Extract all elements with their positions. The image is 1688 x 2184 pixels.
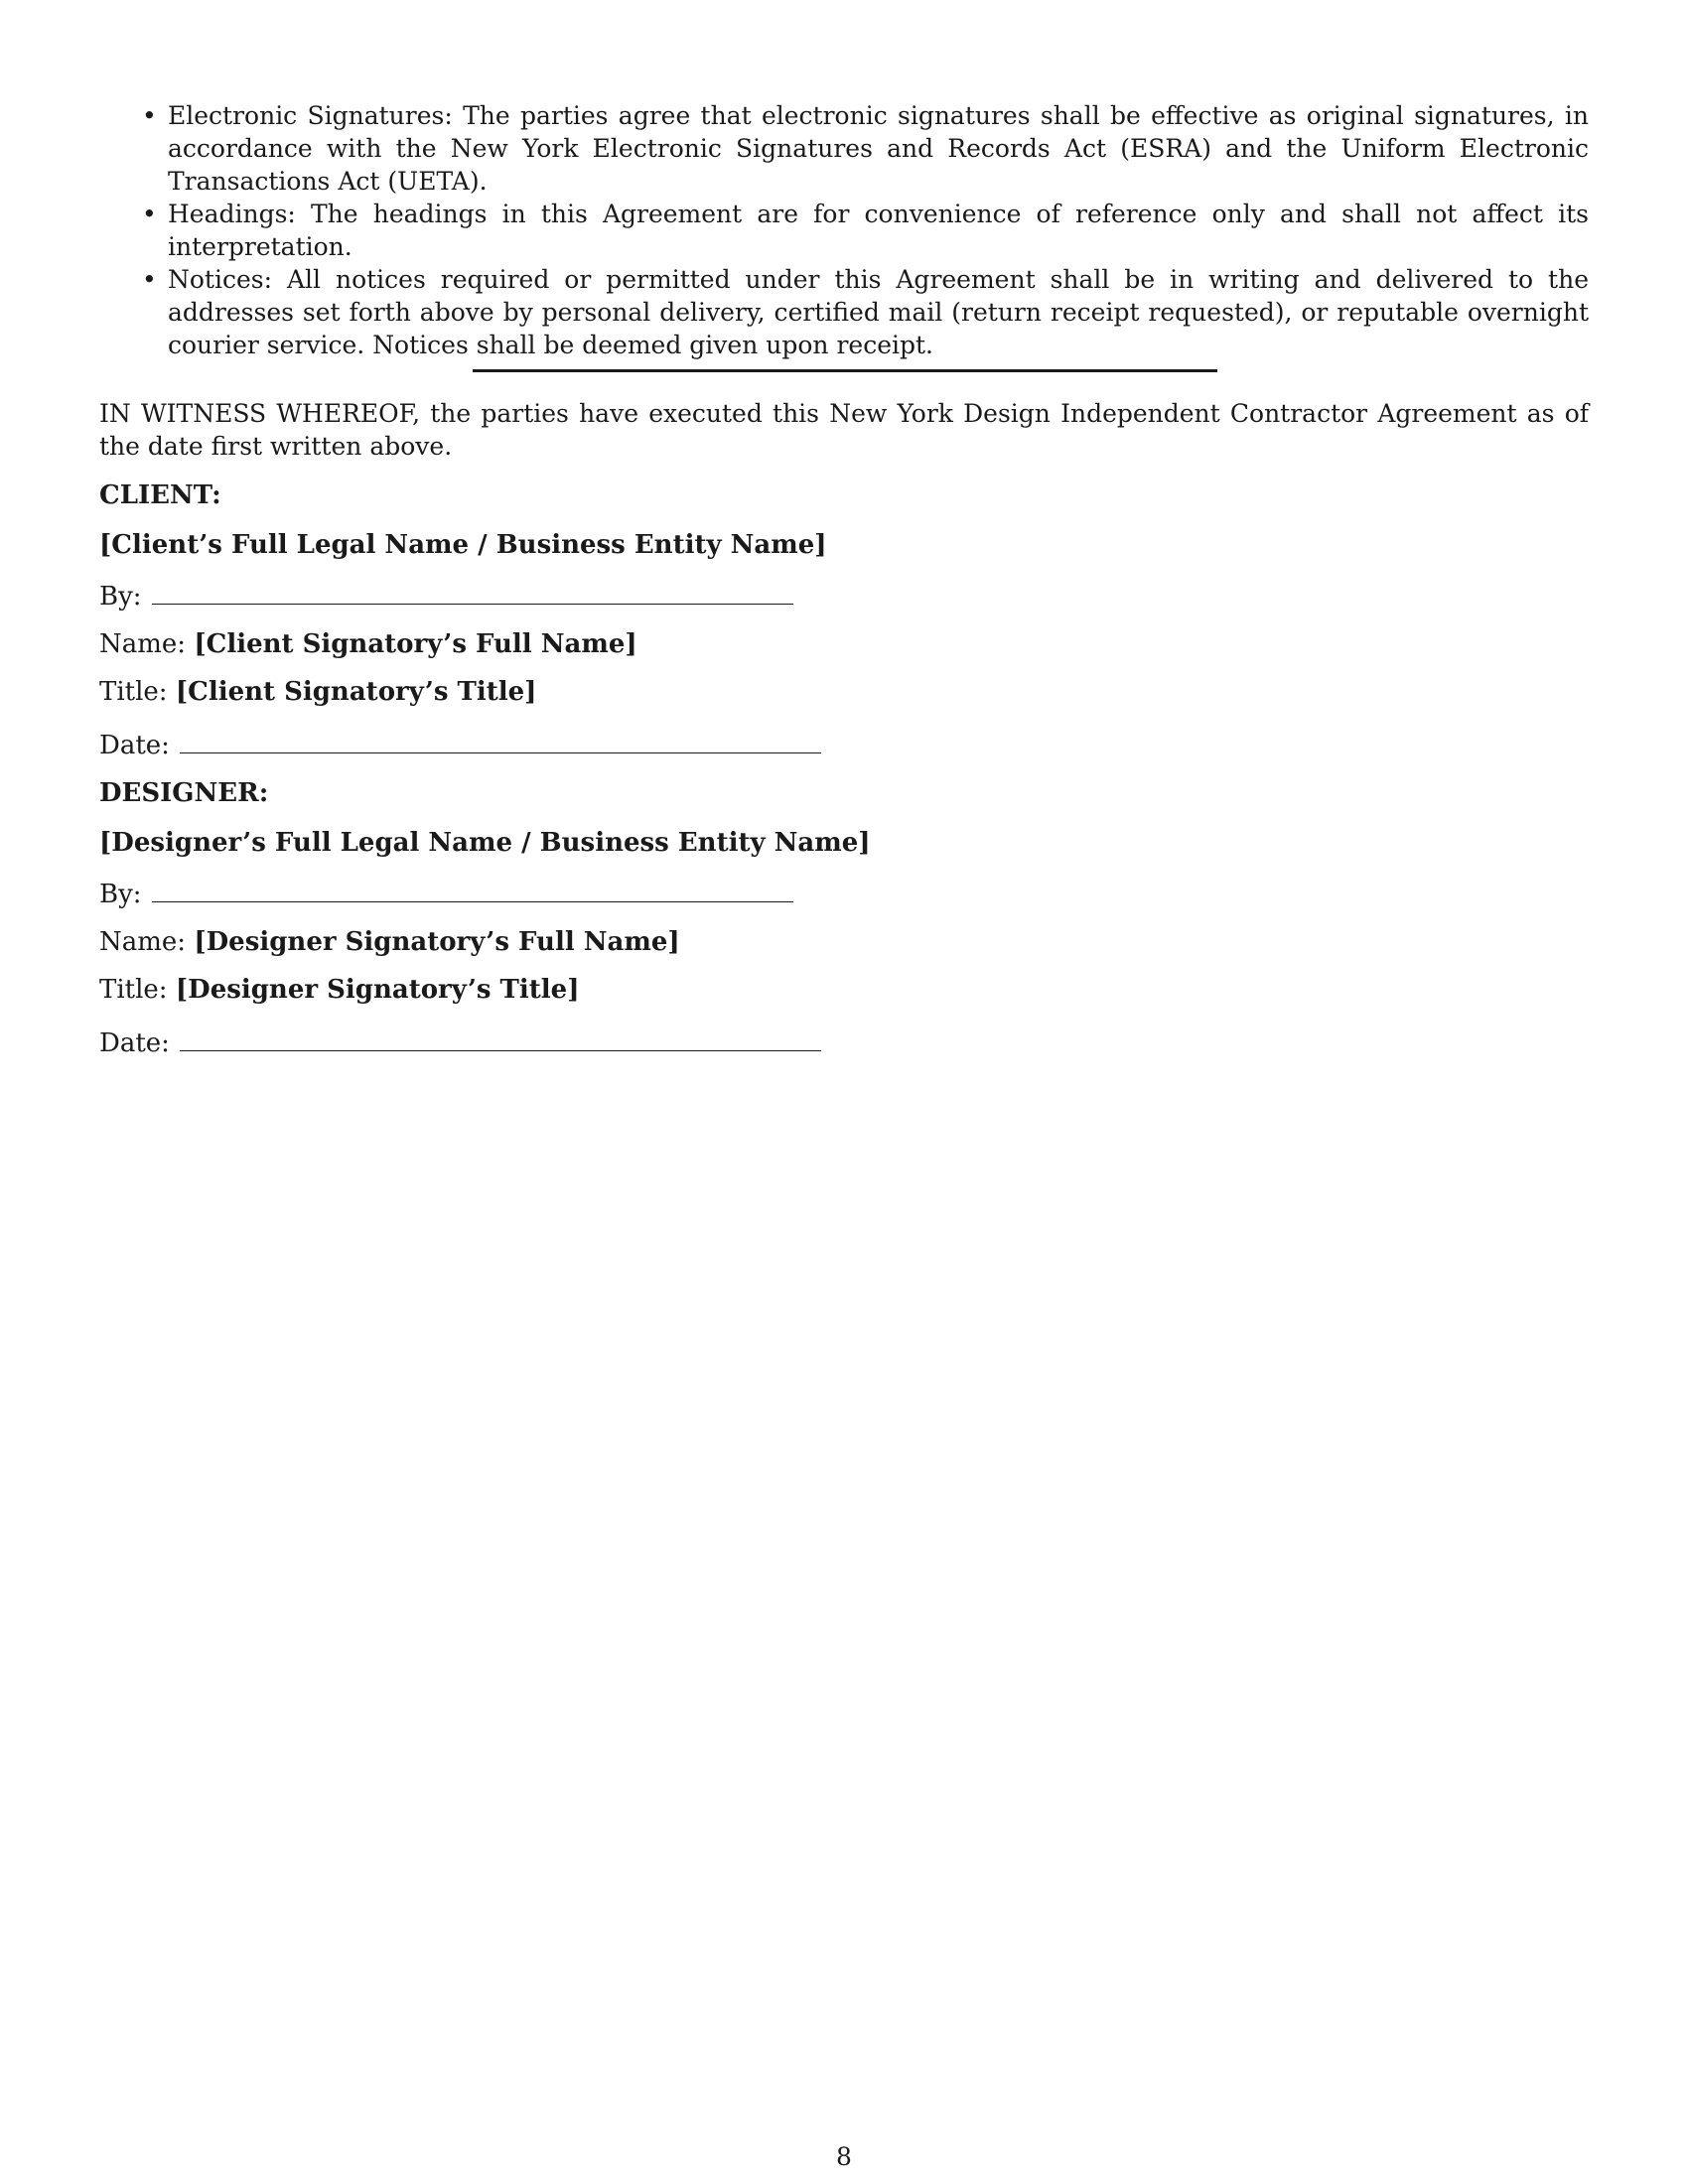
- designer-signatory-title: [Designer Signatory’s Title]: [175, 975, 580, 1005]
- client-date-label: Date:: [99, 731, 170, 760]
- designer-date-label: Date:: [99, 1028, 170, 1058]
- designer-signatory-name: [Designer Signatory’s Full Name]: [194, 927, 680, 957]
- client-signature-row: [99, 578, 793, 614]
- clause-headings: Headings: The headings in this Agreement are for convenience of reference only and shall not affect its interpretation.: [168, 200, 1589, 261]
- client-signatory-title: [Client Signatory’s Title]: [175, 677, 537, 707]
- designer-entity-name: [Designer’s Full Legal Name / Business Entity Name]: [99, 828, 871, 858]
- client-by-label: By:: [99, 582, 142, 612]
- client-date-line[interactable]: [180, 727, 821, 753]
- designer-date-line[interactable]: [180, 1024, 821, 1051]
- designer-date-row: [99, 1024, 821, 1060]
- bullet-icon: •: [142, 200, 157, 228]
- clause-electronic-signatures: Electronic Signatures: The parties agree that electronic signatures shall be effective as original signatures, in accordance with the New York Electronic Signatures and Records Act (ESRA) and the Uniform Electronic Transactions Act (UETA).: [168, 101, 1589, 196]
- list-item: [99, 198, 1589, 263]
- clause-list: [99, 99, 1589, 361]
- client-title-label: Title:: [99, 677, 168, 707]
- designer-title-row: [99, 973, 580, 1007]
- designer-signature-line[interactable]: [152, 876, 793, 902]
- client-name-row: [99, 627, 637, 661]
- client-date-row: [99, 727, 821, 762]
- page-number: 8: [836, 2142, 852, 2171]
- list-item: [99, 99, 1589, 198]
- designer-heading: DESIGNER:: [99, 778, 269, 808]
- client-heading: CLIENT:: [99, 480, 221, 510]
- list-item: [99, 263, 1589, 361]
- designer-name-row: [99, 925, 680, 959]
- client-signatory-name: [Client Signatory’s Full Name]: [194, 629, 637, 659]
- client-signature-line[interactable]: [152, 578, 793, 605]
- client-title-row: [99, 675, 537, 709]
- designer-title-label: Title:: [99, 975, 168, 1005]
- witness-statement: IN WITNESS WHEREOF, the parties have executed this New York Design Independent Contractor Agreement as of the date first written above.: [99, 399, 1589, 461]
- designer-by-label: By:: [99, 880, 142, 909]
- bullet-icon: •: [142, 265, 157, 294]
- bullet-icon: •: [142, 101, 157, 130]
- designer-name-label: Name:: [99, 927, 187, 957]
- designer-signature-row: [99, 876, 793, 911]
- client-entity-name: [Client’s Full Legal Name / Business Entity Name]: [99, 530, 827, 560]
- client-name-label: Name:: [99, 629, 187, 659]
- section-divider: [473, 369, 1217, 372]
- clause-notices: Notices: All notices required or permitted under this Agreement shall be in writing and delivered to the addresses set forth above by personal delivery, certified mail (return receipt requested), or reputable overnight courier service. Notices shall be deemed given upon receipt.: [168, 265, 1589, 359]
